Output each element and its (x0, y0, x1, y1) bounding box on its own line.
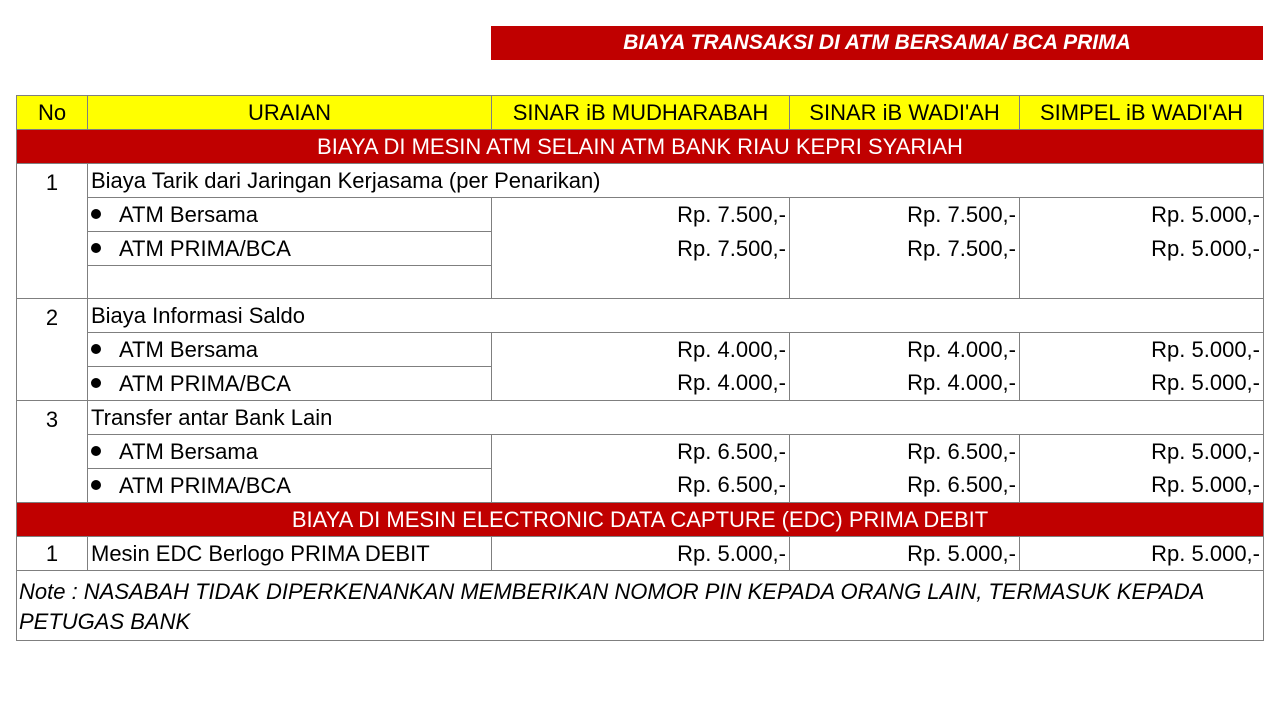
fee-value: Rp. 5.000,- (1020, 367, 1264, 401)
sub-label-cell (88, 232, 492, 266)
fee-value: Rp. 6.500,- (492, 435, 790, 469)
header-row (17, 96, 1264, 130)
note-row (17, 571, 1264, 641)
sub-label: ATM PRIMA/BCA (119, 235, 291, 261)
fee-value: Rp. 5.000,- (1020, 198, 1264, 232)
sub-row (17, 469, 1264, 503)
sub-row (17, 232, 1264, 266)
item-row (17, 164, 1264, 198)
item-label: Biaya Tarik dari Jaringan Kerjasama (per Penarikan) (88, 164, 1264, 198)
sub-row (17, 435, 1264, 469)
empty-cell (88, 266, 492, 299)
fee-value: Rp. 5.000,- (1020, 435, 1264, 469)
fee-value: Rp. 5.000,- (1020, 469, 1264, 503)
bullet-icon (91, 209, 101, 219)
fee-value: Rp. 5.000,- (1020, 232, 1264, 266)
header-sinar-mudharabah: SINAR iB MUDHARABAH (492, 96, 790, 130)
header-simpel-wadiah: SIMPEL iB WADI'AH (1020, 96, 1264, 130)
sub-label: ATM PRIMA/BCA (119, 370, 291, 396)
fee-table (16, 95, 1264, 641)
fee-value: Rp. 4.000,- (790, 367, 1020, 401)
fee-value: Rp. 5.000,- (790, 537, 1020, 571)
item-label: Biaya Informasi Saldo (88, 299, 1264, 333)
fee-value: Rp. 7.500,- (492, 198, 790, 232)
section-header-edc (17, 503, 1264, 537)
sub-label-cell (88, 333, 492, 367)
item-row (17, 401, 1264, 435)
section-header-atm (17, 130, 1264, 164)
header-no: No (17, 96, 88, 130)
fee-value: Rp. 4.000,- (790, 333, 1020, 367)
sub-label-cell (88, 367, 492, 401)
item-number: 2 (17, 299, 88, 401)
header-sinar-wadiah: SINAR iB WADI'AH (790, 96, 1020, 130)
item-number: 3 (17, 401, 88, 503)
fee-value: Rp. 5.000,- (492, 537, 790, 571)
fee-value: Rp. 7.500,- (492, 232, 790, 266)
fee-value: Rp. 6.500,- (790, 435, 1020, 469)
fee-value: Rp. 5.000,- (1020, 333, 1264, 367)
sub-row (17, 367, 1264, 401)
page-title: BIAYA TRANSAKSI DI ATM BERSAMA/ BCA PRIMA (491, 26, 1263, 60)
bullet-icon (91, 480, 101, 490)
item-number: 1 (17, 537, 88, 571)
item-label: Transfer antar Bank Lain (88, 401, 1264, 435)
fee-value: Rp. 6.500,- (790, 469, 1020, 503)
empty-cell (492, 266, 790, 299)
item-row (17, 299, 1264, 333)
bullet-icon (91, 378, 101, 388)
sub-label: ATM Bersama (119, 201, 258, 227)
empty-cell (790, 266, 1020, 299)
empty-cell (1020, 266, 1264, 299)
fee-value: Rp. 7.500,- (790, 198, 1020, 232)
spacer-row (17, 266, 1264, 299)
section-title: BIAYA DI MESIN ATM SELAIN ATM BANK RIAU KEPRI SYARIAH (17, 130, 1264, 164)
bullet-icon (91, 344, 101, 354)
fee-value: Rp. 4.000,- (492, 367, 790, 401)
section-title: BIAYA DI MESIN ELECTRONIC DATA CAPTURE (EDC) PRIMA DEBIT (17, 503, 1264, 537)
sub-label-cell (88, 469, 492, 503)
sub-label-cell (88, 435, 492, 469)
sub-row (17, 198, 1264, 232)
fee-value: Rp. 4.000,- (492, 333, 790, 367)
item-row (17, 537, 1264, 571)
fee-value: Rp. 6.500,- (492, 469, 790, 503)
item-label: Mesin EDC Berlogo PRIMA DEBIT (88, 537, 492, 571)
sub-label-cell (88, 198, 492, 232)
bullet-icon (91, 446, 101, 456)
fee-value: Rp. 7.500,- (790, 232, 1020, 266)
header-uraian: URAIAN (88, 96, 492, 130)
bullet-icon (91, 243, 101, 253)
sub-label: ATM Bersama (119, 336, 258, 362)
fee-value: Rp. 5.000,- (1020, 537, 1264, 571)
sub-label: ATM PRIMA/BCA (119, 472, 291, 498)
note-text: Note : NASABAH TIDAK DIPERKENANKAN MEMBERIKAN NOMOR PIN KEPADA ORANG LAIN, TERMASUK KEPADA PETUGAS BANK (17, 571, 1264, 641)
sub-label: ATM Bersama (119, 438, 258, 464)
item-number: 1 (17, 164, 88, 299)
sub-row (17, 333, 1264, 367)
